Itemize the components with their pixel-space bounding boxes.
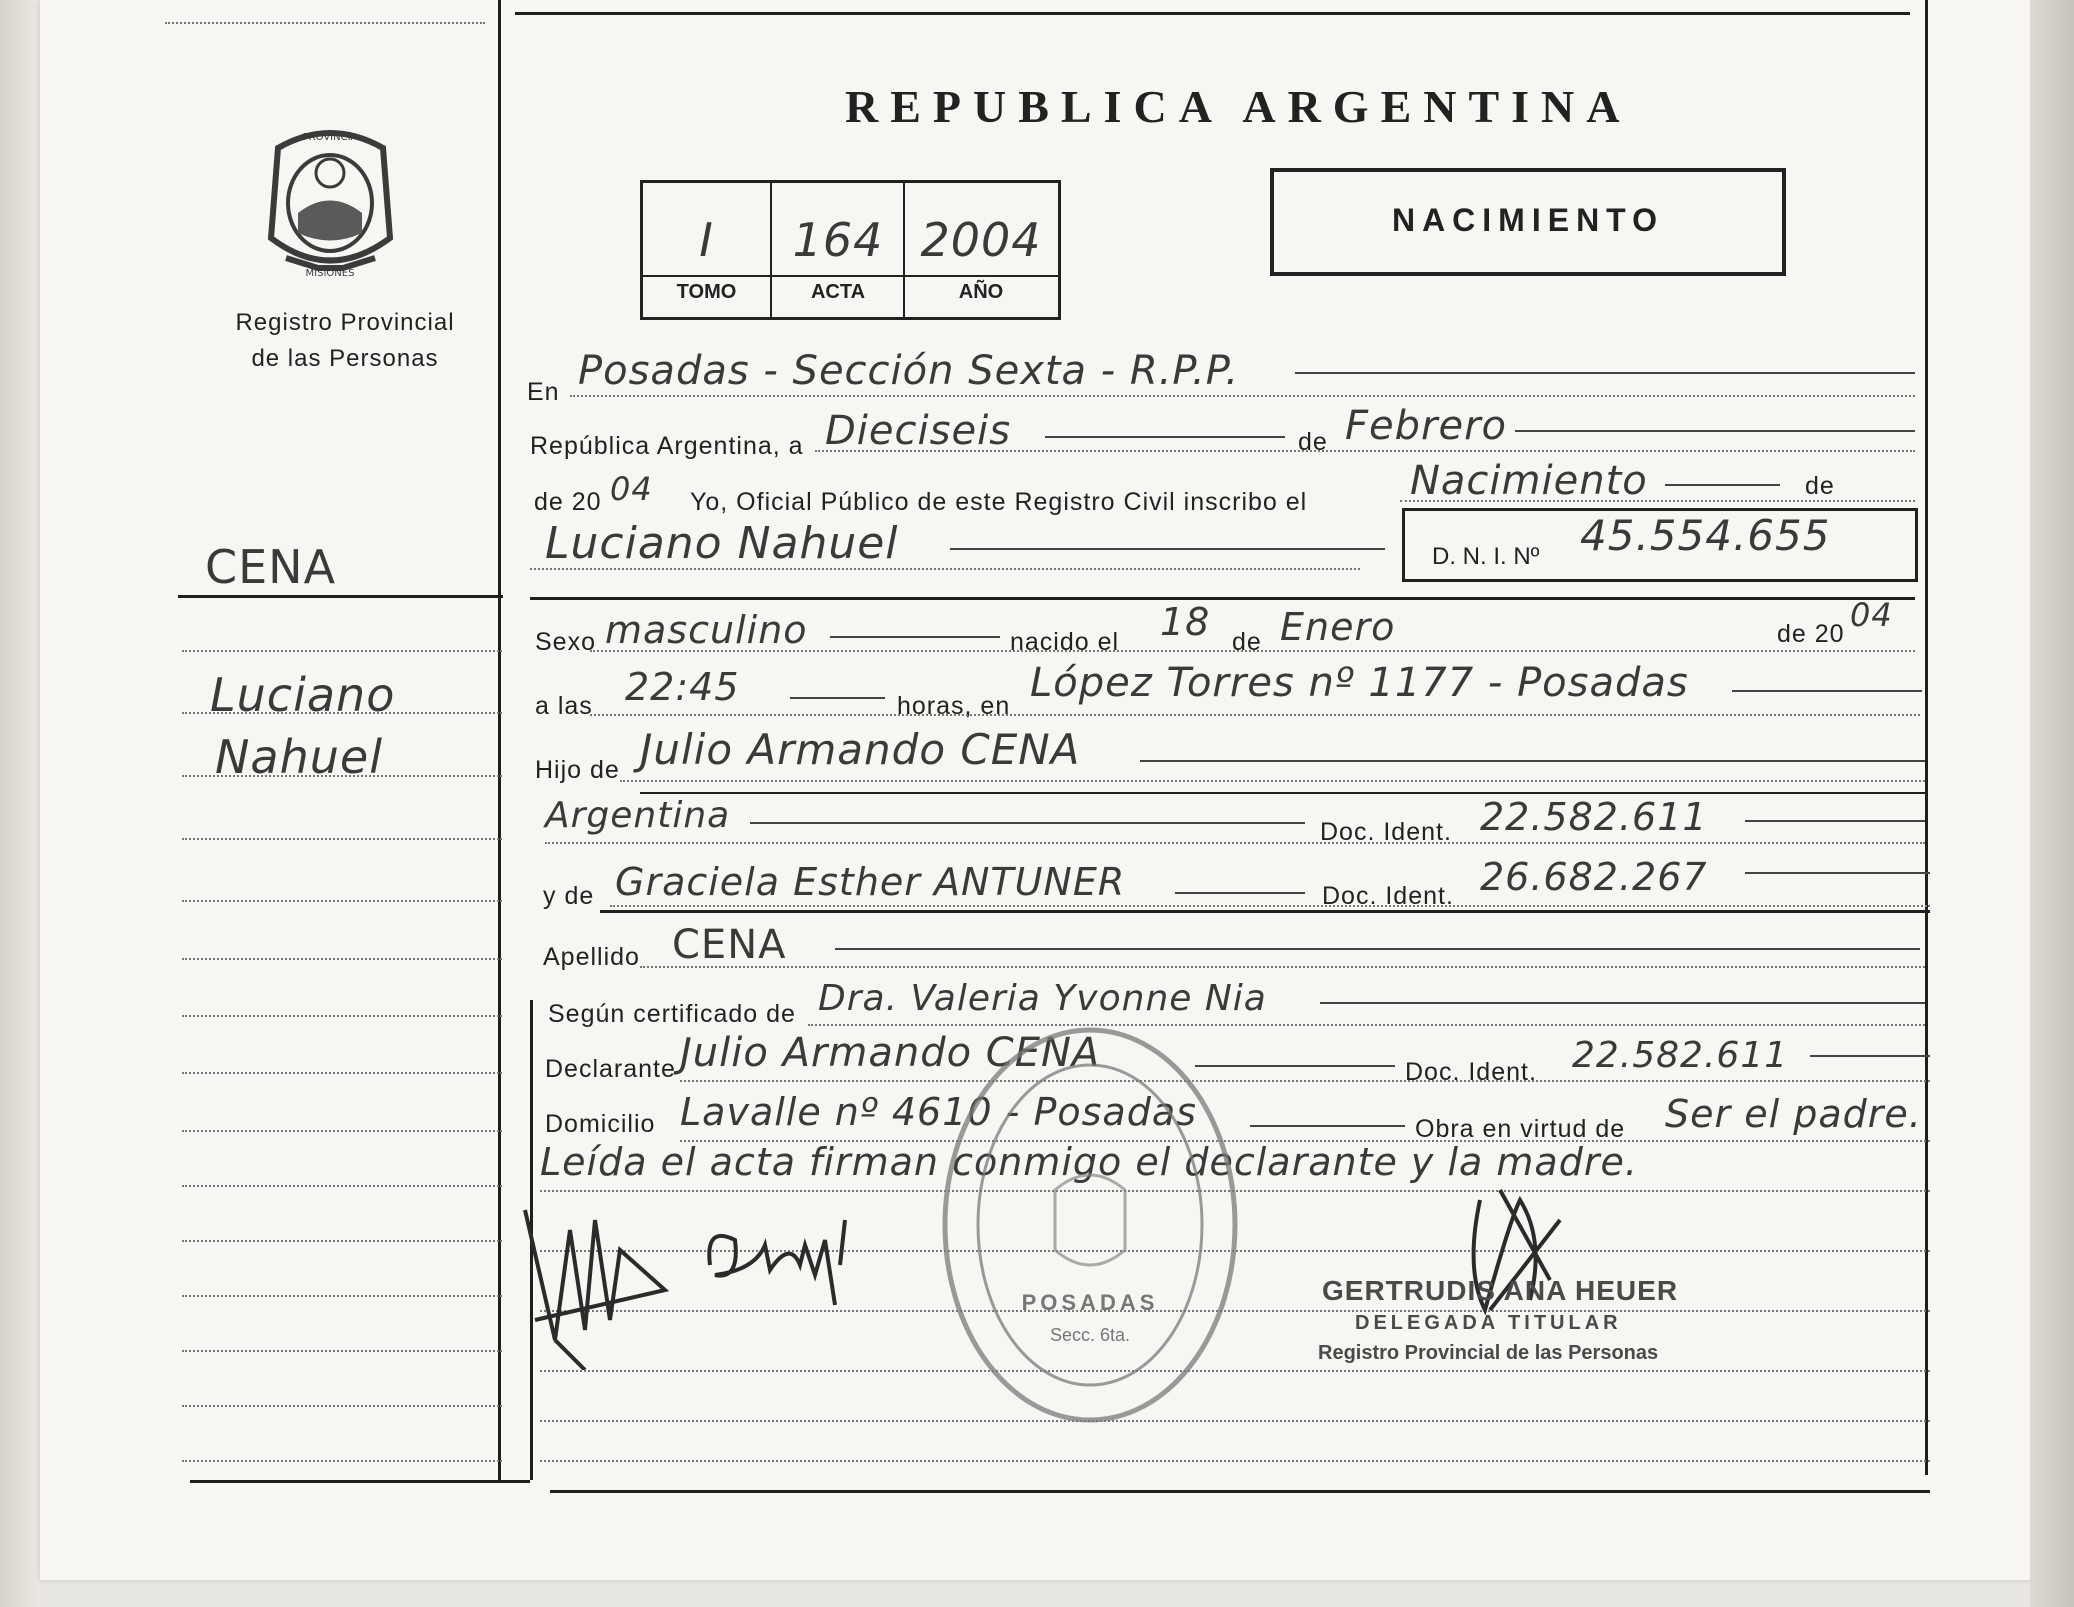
right-border — [1925, 0, 1928, 1475]
margin-dotted-line — [182, 712, 502, 714]
mother-doc-value: 26.682.267 — [1480, 855, 1708, 899]
record-type-label: NACIMIENTO — [1391, 202, 1665, 238]
official-name: GERTRUDIS ANA HEUER — [1322, 1275, 1679, 1306]
declarant-value: Julio Armando CENA — [680, 1030, 1101, 1076]
a-las-label: a las — [535, 692, 593, 720]
margin-dotted-line — [182, 1460, 502, 1462]
margin-dotted-line — [182, 1350, 502, 1352]
year-suffix-value: 04 — [610, 470, 653, 508]
birth-year-suffix: 04 — [1850, 596, 1893, 634]
day-fill-line — [1045, 436, 1285, 438]
birth-place-value: López Torres nº 1177 - Posadas — [1030, 660, 1689, 706]
surname-value: CENA — [672, 922, 787, 968]
father-doc-value: 22.582.611 — [1480, 795, 1708, 839]
place-fill-line — [1295, 372, 1915, 374]
declarant-signature — [515, 1190, 675, 1370]
margin-given-name-1: Luciano — [210, 668, 396, 722]
registry-name-line2: de las Personas — [251, 345, 439, 372]
month-value: Febrero — [1345, 403, 1507, 449]
registry-name — [215, 305, 475, 377]
certifier-fill-line — [1320, 1002, 1925, 1004]
line5-dotted — [590, 650, 1915, 652]
address-value: Lavalle nº 4610 - Posadas — [680, 1090, 1197, 1134]
ano-cell — [906, 183, 1056, 317]
line19-dotted — [540, 1460, 1930, 1462]
father-value: Julio Armando CENA — [640, 725, 1081, 774]
margin-dotted-line — [182, 1130, 502, 1132]
obra-label: Obra en virtud de — [1415, 1115, 1626, 1143]
svg-text:PROVINCIA: PROVINCIA — [302, 132, 358, 143]
official-office: Registro Provincial de las Personas — [1318, 1342, 1659, 1364]
place-value: Posadas - Sección Sexta - R.P.P. — [578, 348, 1240, 394]
misiones-coat-of-arms-logo — [258, 118, 403, 280]
margin-surname: CENA — [205, 540, 337, 594]
ano-value: 2004 — [920, 213, 1042, 267]
republica-label: República Argentina, a — [530, 432, 804, 460]
section-divider-2 — [600, 910, 1930, 913]
birth-time-value: 22:45 — [625, 665, 740, 709]
sex-fill-line — [830, 636, 1000, 638]
line7-dotted — [620, 780, 1925, 782]
margin-dotted-line — [182, 650, 502, 652]
child-name-value: Luciano Nahuel — [545, 518, 899, 569]
margin-surname-line — [178, 595, 503, 598]
day-written-value: Dieciseis — [825, 408, 1012, 454]
birth-year-prefix: de 20 — [1777, 620, 1845, 648]
margin-dotted-line — [182, 900, 502, 902]
official-circular-seal — [935, 1020, 1245, 1430]
table-separator — [643, 275, 1058, 277]
margin-dotted-line — [182, 1405, 502, 1407]
de-label-3: de — [1232, 628, 1262, 656]
doc-ident-label-1: Doc. Ident. — [1320, 818, 1452, 846]
seal-section: Secc. 6ta. — [1049, 1325, 1131, 1345]
mother-value: Graciela Esther ANTUNER — [615, 860, 1126, 904]
sex-value: masculino — [605, 608, 808, 652]
birth-place-fill-line — [1732, 690, 1922, 692]
doc-ident-label-3: Doc. Ident. — [1405, 1058, 1537, 1086]
father-nationality-value: Argentina — [545, 795, 731, 836]
nacido-label: nacido el — [1010, 628, 1120, 656]
bottom-border — [550, 1490, 1930, 1493]
acta-value: 164 — [792, 213, 884, 267]
child-name-dotted — [530, 568, 1360, 570]
act-kind-fill-line — [1665, 484, 1780, 486]
doc-ident-label-2: Doc. Ident. — [1322, 882, 1454, 910]
capacity-value: Ser el padre. — [1665, 1092, 1922, 1136]
margin-dotted-line — [182, 1240, 502, 1242]
nationality-fill-line — [750, 822, 1305, 824]
address-fill-line — [1250, 1125, 1405, 1127]
birth-time-fill-line — [790, 697, 885, 699]
acta-label: ACTA — [810, 281, 866, 303]
place-dotted-line — [570, 395, 1915, 397]
certifier-value: Dra. Valeria Yvonne Nia — [818, 978, 1267, 1019]
registry-name-line1: Registro Provincial — [235, 309, 455, 336]
father-underline — [640, 792, 1925, 794]
line12-dotted — [680, 1080, 1930, 1082]
margin-dotted-line — [182, 1185, 502, 1187]
margin-divider — [498, 0, 501, 1480]
margin-dotted-line — [182, 958, 502, 960]
birth-month-value: Enero — [1280, 605, 1396, 649]
line8-dotted — [545, 842, 1925, 844]
dni-value: 45.554.655 — [1580, 511, 1831, 560]
acta-cell — [773, 183, 905, 317]
seal-city: POSADAS — [1021, 1290, 1159, 1315]
month-fill-line — [1515, 430, 1915, 432]
domicilio-label: Domicilio — [545, 1110, 656, 1138]
sexo-label: Sexo — [535, 628, 596, 656]
yo-oficial-label: Yo, Oficial Público de este Registro Civil inscribo el — [690, 488, 1308, 516]
declarant-doc-fill-line — [1810, 1055, 1930, 1057]
horas-label: horas, en — [897, 692, 1011, 720]
book-reference-table — [640, 180, 1061, 320]
year-prefix-label: de 20 — [534, 488, 602, 516]
tomo-value: I — [699, 213, 714, 267]
record-type-box — [1270, 168, 1786, 276]
tomo-cell — [643, 183, 772, 317]
mother-doc-fill-line — [1745, 872, 1930, 874]
svg-text:MISIONES: MISIONES — [305, 268, 355, 279]
line10-dotted — [640, 966, 1925, 968]
dni-box — [1402, 508, 1918, 582]
ano-label: AÑO — [958, 281, 1004, 303]
margin-dotted-line — [182, 1015, 502, 1017]
mother-fill-line — [1175, 892, 1305, 894]
line3-dotted — [1400, 500, 1915, 502]
book-spine-edge — [0, 0, 40, 1607]
tomo-label: TOMO — [676, 281, 737, 303]
birth-day-value: 18 — [1160, 600, 1211, 644]
declarante-label: Declarante — [545, 1055, 676, 1083]
page-right-edge — [2030, 0, 2074, 1607]
declarant-doc-value: 22.582.611 — [1572, 1035, 1789, 1076]
segun-certificado-label: Según certificado de — [548, 1000, 796, 1028]
de-label-2: de — [1805, 472, 1835, 500]
act-kind-value: Nacimiento — [1410, 458, 1648, 504]
line2-dotted — [815, 450, 1915, 452]
apellido-label: Apellido — [543, 943, 640, 971]
margin-top-dotted — [165, 22, 485, 24]
hijo-de-label: Hijo de — [535, 756, 620, 784]
official-signature — [1460, 1180, 1570, 1330]
father-fill-line — [1140, 760, 1925, 762]
line9-dotted — [610, 905, 1930, 907]
surname-fill-line — [835, 948, 1920, 950]
mother-signature — [695, 1205, 865, 1315]
page-title: REPUBLICA ARGENTINA — [845, 81, 1632, 132]
top-border — [515, 12, 1910, 15]
margin-bottom-line — [190, 1480, 530, 1483]
section-divider-1 — [530, 597, 1915, 600]
margin-given-name-2: Nahuel — [215, 730, 383, 784]
child-name-fill-line — [950, 548, 1385, 550]
margin-dotted-line — [182, 1072, 502, 1074]
y-de-label: y de — [543, 882, 595, 910]
official-title: DELEGADA TITULAR — [1355, 1312, 1622, 1334]
margin-dotted-line — [182, 775, 502, 777]
margin-dotted-line — [182, 1295, 502, 1297]
father-doc-fill-line — [1745, 820, 1925, 822]
margin-dotted-line — [182, 838, 502, 840]
closing-statement: Leída el acta firman conmigo el declarante y la madre. — [540, 1140, 1638, 1184]
dni-label: D. N. I. Nº — [1432, 543, 1540, 570]
de-label: de — [1298, 428, 1328, 456]
en-label: En — [527, 378, 560, 406]
line6-dotted — [590, 714, 1920, 716]
